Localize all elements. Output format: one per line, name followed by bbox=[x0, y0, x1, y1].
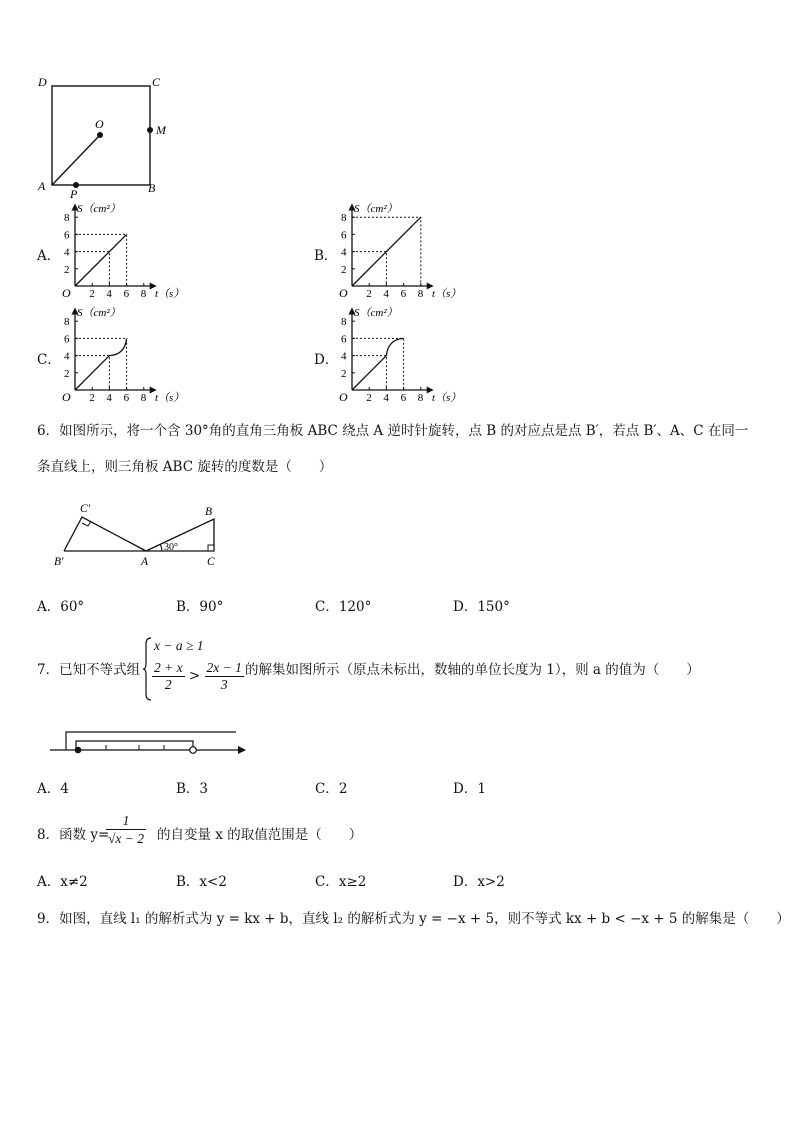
y-axis-label: S（cm²） bbox=[354, 307, 398, 319]
graph-option-b bbox=[335, 200, 485, 306]
x-tick-label: 4 bbox=[106, 288, 112, 300]
graph-option-a-letter: A． bbox=[37, 248, 61, 264]
label-b: B bbox=[148, 181, 156, 195]
label-a: A bbox=[141, 556, 149, 568]
graph-option-b-letter: B． bbox=[314, 248, 338, 264]
q6-option-b: B．90° bbox=[176, 599, 224, 615]
origin-label: O bbox=[339, 286, 348, 300]
x-tick-label: 4 bbox=[383, 392, 389, 404]
q7-option-a: A．4 bbox=[37, 781, 69, 797]
x-tick-label: 8 bbox=[417, 392, 424, 404]
q7-suffix: 的解集如图所示（原点未标出，数轴的单位长度为 1），则 a 的值为（ ） bbox=[245, 662, 700, 678]
graph-option-c bbox=[58, 304, 208, 410]
x-tick-label: 8 bbox=[417, 288, 424, 300]
q8-option-a: A．x≠2 bbox=[37, 874, 88, 890]
q8-option-b: B．x<2 bbox=[176, 874, 227, 890]
x-tick-label: 8 bbox=[140, 288, 147, 300]
label-c: C bbox=[152, 75, 161, 89]
x-tick-label: 6 bbox=[400, 288, 407, 300]
q7-right-den: 3 bbox=[220, 677, 228, 692]
label-b-prime: B′ bbox=[54, 556, 64, 568]
x-tick-label: 6 bbox=[400, 392, 407, 404]
origin-label: O bbox=[339, 390, 348, 404]
y-tick-label: 4 bbox=[64, 350, 70, 363]
y-axis-label: S（cm²） bbox=[77, 203, 121, 215]
q6-option-d: D．150° bbox=[453, 599, 510, 615]
number-line-figure bbox=[44, 726, 254, 762]
x-axis-label: t（s） bbox=[154, 288, 185, 300]
q6-option-c: C．120° bbox=[315, 599, 372, 615]
series-line bbox=[352, 338, 404, 390]
y-tick-label: 6 bbox=[64, 229, 70, 242]
x-tick-label: 4 bbox=[106, 392, 112, 404]
x-tick-label: 4 bbox=[383, 288, 389, 300]
y-tick-label: 2 bbox=[64, 367, 70, 380]
q8-den: √x − 2 bbox=[108, 831, 145, 846]
q8-fraction bbox=[106, 812, 146, 847]
origin-label: O bbox=[62, 390, 71, 404]
label-c: C bbox=[207, 556, 215, 568]
y-tick-label: 2 bbox=[341, 263, 347, 276]
q6-line1: 6．如图所示，将一个含 30°角的直角三角板 ABC 绕点 A 逆时针旋转，点 B 的对应点是点 B′，若点 B′、A、C 在同一 bbox=[37, 423, 749, 439]
x-axis-label: t（s） bbox=[431, 392, 462, 404]
y-tick-label: 4 bbox=[64, 246, 70, 259]
q8-num: 1 bbox=[106, 812, 146, 830]
graph-option-a bbox=[58, 200, 208, 306]
x-tick-label: 6 bbox=[123, 288, 130, 300]
q9-text: 9．如图，直线 l₁ 的解析式为 y = kx + b，直线 l₂ 的解析式为 y = −x + 5，则不等式 kx + b < −x + 5 的解集是（ ） bbox=[37, 911, 790, 927]
x-tick-label: 8 bbox=[140, 392, 147, 404]
y-tick-label: 4 bbox=[341, 350, 347, 363]
q6-option-a: A．60° bbox=[37, 599, 85, 615]
y-axis-label: S（cm²） bbox=[354, 203, 398, 215]
y-tick-label: 4 bbox=[341, 246, 347, 259]
y-axis-label: S（cm²） bbox=[77, 307, 121, 319]
y-tick-label: 8 bbox=[64, 316, 70, 329]
q7-brace bbox=[142, 636, 152, 702]
y-tick-label: 8 bbox=[64, 212, 70, 225]
y-tick-label: 6 bbox=[341, 333, 347, 346]
label-d: D bbox=[38, 75, 47, 89]
y-tick-label: 8 bbox=[341, 212, 347, 225]
square-figure bbox=[30, 72, 190, 202]
label-a: A bbox=[38, 179, 46, 193]
q7-prefix: 7．已知不等式组 bbox=[37, 662, 141, 678]
graph-option-d bbox=[335, 304, 485, 410]
series-line bbox=[352, 217, 421, 286]
label-p: P bbox=[70, 187, 78, 201]
y-tick-label: 6 bbox=[341, 229, 347, 242]
y-tick-label: 2 bbox=[341, 367, 347, 380]
q7-left-den: 2 bbox=[164, 677, 172, 692]
label-b: B bbox=[205, 506, 213, 518]
label-c-prime: C′ bbox=[80, 503, 91, 515]
x-tick-label: 2 bbox=[366, 288, 372, 300]
q6-line2: 条直线上，则三角板 ABC 旋转的度数是（ ） bbox=[37, 459, 333, 475]
rotated-triangle-figure bbox=[50, 500, 225, 572]
q7-option-b: B．3 bbox=[176, 781, 209, 797]
q7-left-num: 2 + x bbox=[154, 660, 183, 675]
q8-prefix: 8．函数 y= bbox=[37, 827, 110, 843]
q7-ineq2 bbox=[152, 660, 244, 693]
series-line bbox=[75, 338, 127, 390]
x-tick-label: 2 bbox=[89, 288, 95, 300]
graph-option-c-letter: C． bbox=[37, 352, 61, 368]
q8-option-c: C．x≥2 bbox=[315, 874, 367, 890]
y-tick-label: 6 bbox=[64, 333, 70, 346]
angle-label: 30° bbox=[164, 542, 178, 553]
q7-option-d: D．1 bbox=[453, 781, 486, 797]
y-tick-label: 8 bbox=[341, 316, 347, 329]
q8-suffix: 的自变量 x 的取值范围是（ ） bbox=[157, 827, 363, 843]
y-tick-label: 2 bbox=[64, 263, 70, 276]
q7-op: > bbox=[188, 668, 201, 684]
q7-option-c: C．2 bbox=[315, 781, 348, 797]
x-tick-label: 6 bbox=[123, 392, 130, 404]
x-axis-label: t（s） bbox=[154, 392, 185, 404]
q7-ineq1: x − a ≥ 1 bbox=[154, 638, 204, 653]
origin-label: O bbox=[62, 286, 71, 300]
x-tick-label: 2 bbox=[366, 392, 372, 404]
label-o: O bbox=[95, 117, 104, 131]
x-axis-label: t（s） bbox=[431, 288, 462, 300]
series-line bbox=[75, 234, 127, 286]
label-m: M bbox=[156, 123, 166, 137]
q7-right-num: 2x − 1 bbox=[206, 660, 242, 675]
q8-option-d: D．x>2 bbox=[453, 874, 505, 890]
x-tick-label: 2 bbox=[89, 392, 95, 404]
graph-option-d-letter: D． bbox=[314, 352, 339, 368]
